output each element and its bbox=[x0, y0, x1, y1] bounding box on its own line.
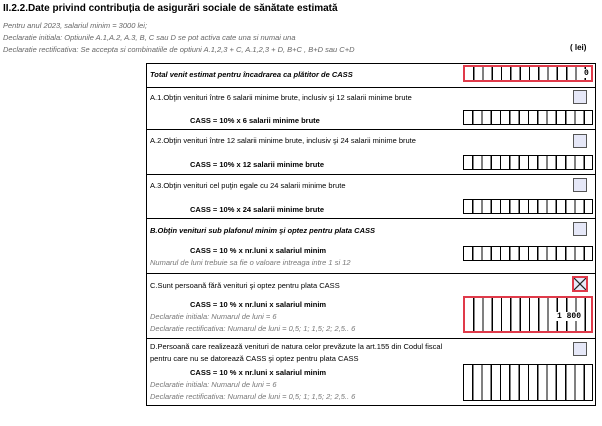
option-d-checkbox[interactable] bbox=[573, 342, 587, 356]
option-a3-checkbox[interactable] bbox=[573, 178, 587, 192]
option-a3-field[interactable] bbox=[463, 199, 593, 214]
option-a1-checkbox[interactable] bbox=[573, 90, 587, 104]
section-title: II.2.2.Date privind contribuția de asigurări sociale de sănătate estimată bbox=[3, 3, 338, 14]
option-d-label: D.Persoană care realizează venituri de natura celor prevăzute la art.155 din Codul fiscal bbox=[150, 342, 443, 351]
option-a2-field[interactable] bbox=[463, 155, 593, 170]
option-d-hint-initial: Declaratie initiala: Numarul de luni = 6 bbox=[150, 380, 277, 389]
option-b-formula: CASS = 10 % x nr.luni x salariul minim bbox=[190, 246, 327, 255]
option-b-field[interactable] bbox=[463, 246, 593, 261]
option-c-value: 1 800 bbox=[557, 312, 582, 321]
row-divider bbox=[146, 87, 596, 88]
total-value: 0 bbox=[584, 69, 589, 78]
option-c-formula: CASS = 10 % x nr.luni x salariul minim bbox=[190, 300, 327, 309]
option-a1-field[interactable] bbox=[463, 110, 593, 125]
row-divider bbox=[146, 129, 596, 130]
option-a1-formula: CASS = 10% x 6 salarii minime brute bbox=[190, 116, 320, 125]
option-c-hint-rectificative: Declaratie rectificativa: Numarul de luni = 0,5; 1; 1,5; 2; 2,5.. 6 bbox=[150, 324, 356, 333]
row-divider bbox=[146, 174, 596, 175]
option-d-label-cont: pentru care nu se datorează CASS şi optez pentru plata CASS bbox=[150, 354, 359, 363]
note-salary: Pentru anul 2023, salariul minim = 3000 lei; bbox=[3, 21, 148, 30]
note-rectificative: Declaratie rectificativa: Se accepta si combinatiile de optiuni A.1,2,3 + C, A.1,2,3 + D, B+C , B+D sau C+D bbox=[3, 45, 355, 54]
total-field[interactable] bbox=[463, 65, 593, 82]
option-d-hint-rectificative: Declaratie rectificativa: Numarul de luni = 0,5; 1; 1,5; 2; 2,5.. 6 bbox=[150, 392, 356, 401]
option-d-field[interactable] bbox=[463, 364, 593, 401]
option-a3-formula: CASS = 10% x 24 salarii minime brute bbox=[190, 205, 325, 214]
option-a2-label: A.2.Obţin venituri între 12 salarii minime brute, inclusiv şi 24 salarii minime brute bbox=[150, 136, 416, 145]
option-c-hint-initial: Declaratie initiala: Numarul de luni = 6 bbox=[150, 312, 277, 321]
unit-label: ( lei) bbox=[570, 43, 587, 52]
checkmark-x-icon bbox=[574, 278, 586, 290]
option-d-formula: CASS = 10 % x nr.luni x salariul minim bbox=[190, 368, 327, 377]
option-c-label: C.Sunt persoană fără venituri şi optez pentru plata CASS bbox=[150, 281, 340, 290]
option-c-checkbox[interactable] bbox=[572, 276, 588, 292]
option-a1-label: A.1.Obţin venituri între 6 salarii minime brute, inclusiv şi 12 salarii minime brute bbox=[150, 93, 412, 102]
option-a2-formula: CASS = 10% x 12 salarii minime brute bbox=[190, 160, 325, 169]
option-a3-label: A.3.Obţin venituri cel puţin egale cu 24 salarii minime brute bbox=[150, 181, 346, 190]
total-label: Total venit estimat pentru încadrarea ca plătitor de CASS bbox=[150, 70, 353, 79]
option-a2-checkbox[interactable] bbox=[573, 134, 587, 148]
note-initial: Declaratie initiala: Optiunile A.1,A.2, A.3, B, C sau D se pot activa cate una si numai una bbox=[3, 33, 296, 42]
option-b-hint: Numarul de luni trebuie sa fie o valoare intreaga intre 1 si 12 bbox=[150, 258, 351, 267]
option-b-label: B.Obţin venituri sub plafonul minim şi optez pentru plata CASS bbox=[150, 226, 376, 235]
row-divider bbox=[146, 273, 596, 274]
row-divider bbox=[146, 338, 596, 339]
row-divider bbox=[146, 218, 596, 219]
option-b-checkbox[interactable] bbox=[573, 222, 587, 236]
